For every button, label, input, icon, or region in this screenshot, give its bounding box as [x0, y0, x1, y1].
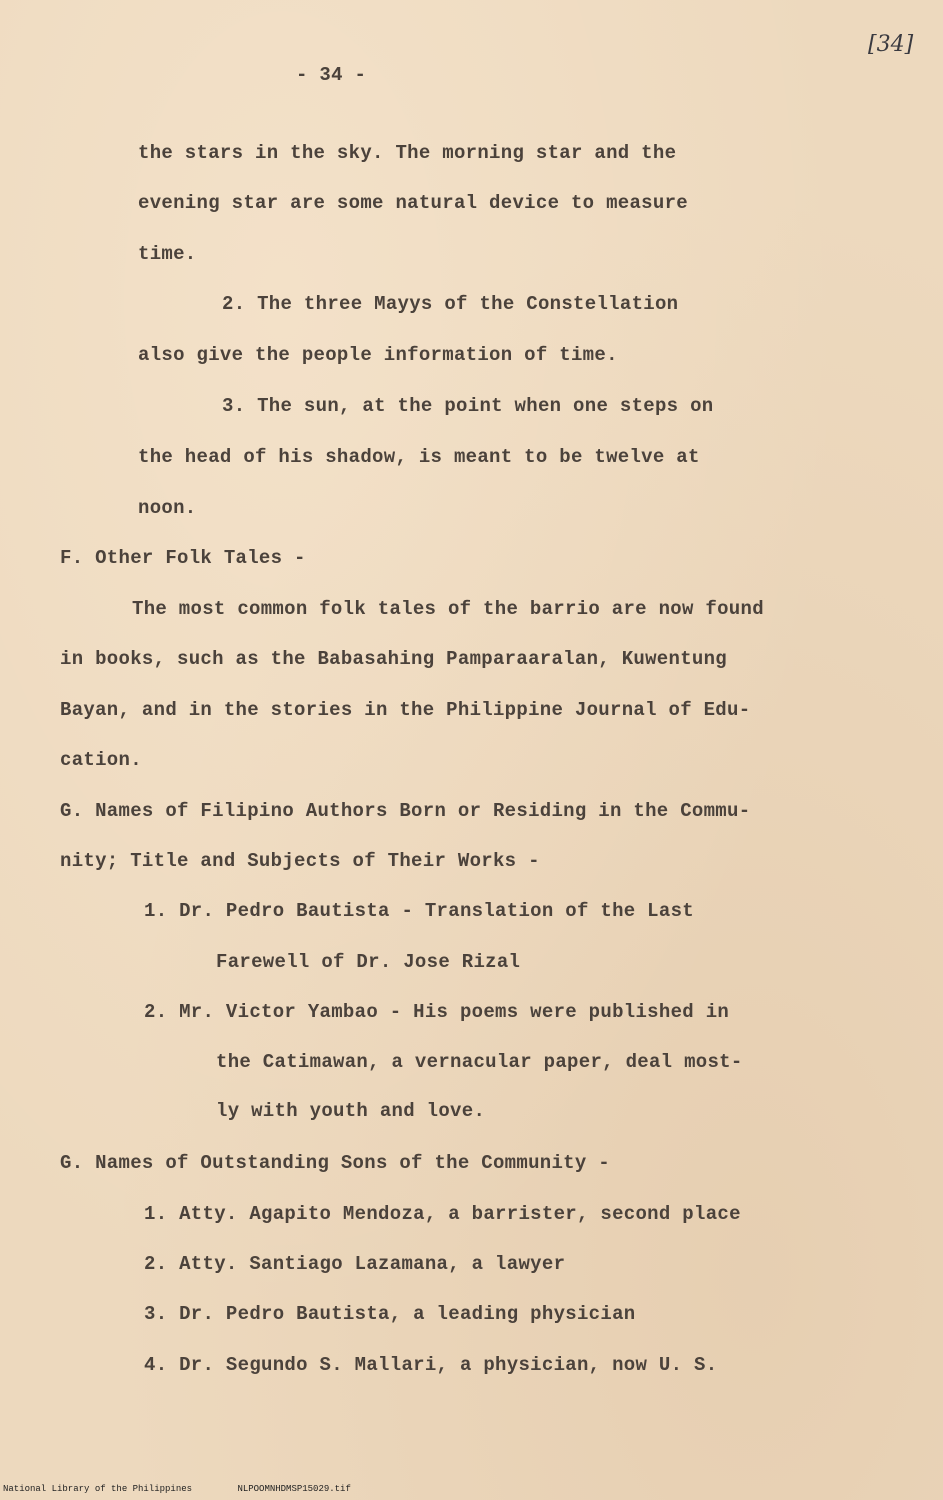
text-line: also give the people information of time. — [138, 344, 618, 366]
footer-library: National Library of the Philippines — [3, 1484, 193, 1494]
scan-footer — [3, 1484, 391, 1494]
text-line: time. — [138, 243, 197, 265]
list-item-continuation: ly with youth and love. — [216, 1100, 486, 1122]
list-item-continuation: Farewell of Dr. Jose Rizal — [216, 951, 521, 973]
section-heading: G. Names of Outstanding Sons of the Community - — [60, 1152, 610, 1174]
section-heading: F. Other Folk Tales - — [60, 547, 306, 569]
list-item: 4. Dr. Segundo S. Mallari, a physician, now U. S. — [144, 1354, 718, 1376]
text-line: 2. The three Mayys of the Constellation — [222, 293, 679, 315]
list-item: 3. Dr. Pedro Bautista, a leading physician — [144, 1303, 636, 1325]
text-line: in books, such as the Babasahing Pamparaaralan, Kuwentung — [60, 648, 728, 670]
footer-filename: NLPOOMNHDMSP15029.tif — [237, 1484, 351, 1494]
list-item: 1. Atty. Agapito Mendoza, a barrister, second place — [144, 1203, 741, 1225]
list-item-continuation: the Catimawan, a vernacular paper, deal most- — [216, 1051, 743, 1073]
list-item: 2. Atty. Santiago Lazamana, a lawyer — [144, 1253, 566, 1275]
list-item: 1. Dr. Pedro Bautista - Translation of the Last — [144, 900, 694, 922]
text-line: 3. The sun, at the point when one steps on — [222, 395, 714, 417]
text-line: the stars in the sky. The morning star and the — [138, 142, 677, 164]
section-heading: G. Names of Filipino Authors Born or Residing in the Commu- — [60, 800, 751, 822]
archive-page-stamp: [34] — [868, 32, 914, 57]
list-item: 2. Mr. Victor Yambao - His poems were published in — [144, 1001, 730, 1023]
section-heading: nity; Title and Subjects of Their Works - — [60, 850, 540, 872]
text-line: The most common folk tales of the barrio are now found — [132, 598, 764, 620]
text-line: evening star are some natural device to measure — [138, 192, 688, 214]
text-line: noon. — [138, 497, 197, 519]
text-line: cation. — [60, 749, 142, 771]
text-line: Bayan, and in the stories in the Philippine Journal of Edu- — [60, 699, 751, 721]
page-number: - 34 - — [296, 64, 367, 86]
text-line: the head of his shadow, is meant to be twelve at — [138, 446, 700, 468]
